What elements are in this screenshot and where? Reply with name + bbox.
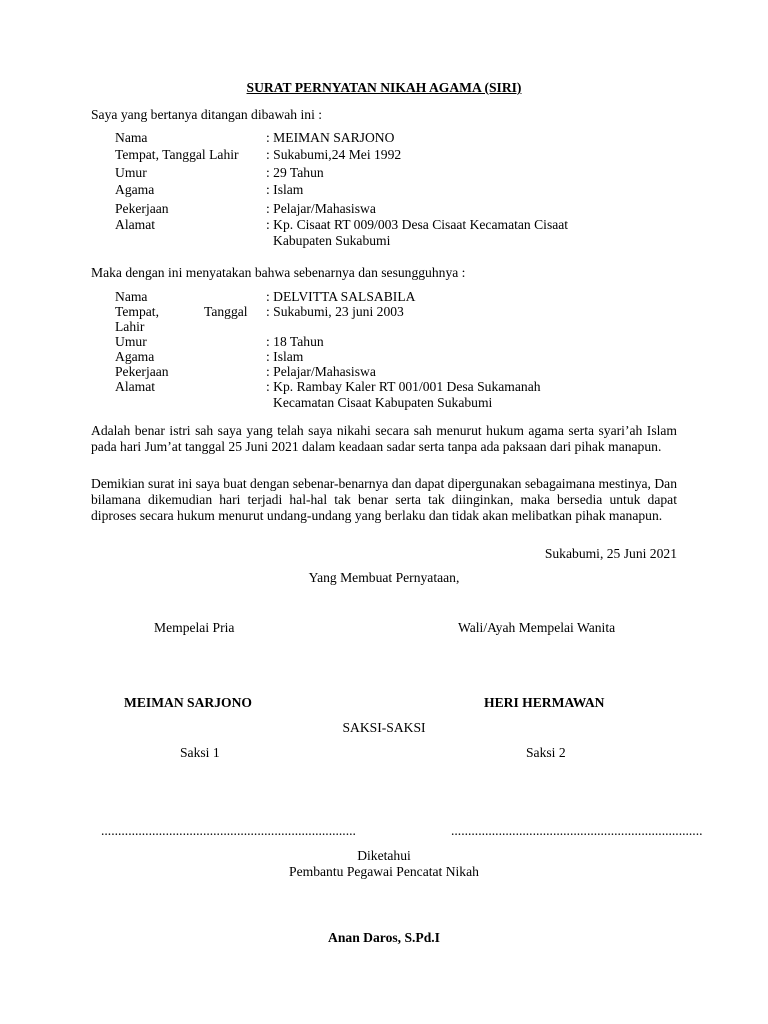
intro-text: Saya yang bertanya ditangan dibawah ini : xyxy=(91,107,323,122)
bride-label-lahir: Lahir xyxy=(115,319,145,334)
bride-label-tanggal: Tanggal xyxy=(204,304,248,319)
bride-value-pekerjaan: : Pelajar/Mahasiswa xyxy=(266,364,376,379)
bride-label-alamat: Alamat xyxy=(115,379,156,394)
groom-label-alamat: Alamat xyxy=(115,217,156,232)
witness-2-label: Saksi 2 xyxy=(526,745,566,760)
guardian-signature-name: HERI HERMAWAN xyxy=(484,695,605,710)
groom-value-alamat-line-1: : Kp. Cisaat RT 009/003 Desa Cisaat Kecamatan Cisaat xyxy=(266,217,569,232)
bride-label-nama: Nama xyxy=(115,289,148,304)
bride-label-pekerjaan: Pekerjaan xyxy=(115,364,169,379)
bride-label-umur: Umur xyxy=(115,334,147,349)
bride-value-ttl: : Sukabumi, 23 juni 2003 xyxy=(266,304,404,319)
bride-value-umur: : 18 Tahun xyxy=(266,334,324,349)
groom-label-umur: Umur xyxy=(115,165,147,180)
bride-label-tempat: Tempat, xyxy=(115,304,159,319)
paragraph-marriage-statement: Adalah benar istri sah saya yang telah saya nikahi secara sah menurut hukum agama serta syari’ah Islam pada hari Jum’at tanggal 25 Juni 2021 dalam keadaan sadar serta tanpa ada paksaan dari pihak manapun. xyxy=(91,423,677,454)
groom-label-ttl: Tempat, Tanggal Lahir xyxy=(115,147,239,162)
groom-value-pekerjaan: : Pelajar/Mahasiswa xyxy=(266,201,376,216)
groom-value-nama: : MEIMAN SARJONO xyxy=(266,130,395,145)
guardian-role: Wali/Ayah Mempelai Wanita xyxy=(458,620,616,635)
groom-value-umur: : 29 Tahun xyxy=(266,165,324,180)
place-date: Sukabumi, 25 Juni 2021 xyxy=(544,546,677,561)
bride-value-agama: : Islam xyxy=(266,349,304,364)
acknowledged-label: Diketahui xyxy=(357,848,411,863)
bride-value-alamat-line-1: : Kp. Rambay Kaler RT 001/001 Desa Sukamanah xyxy=(266,379,541,394)
statement-intro: Maka dengan ini menyatakan bahwa sebenarnya dan sesungguhnya : xyxy=(91,265,466,280)
official-signature-name: Anan Daros, S.Pd.I xyxy=(328,930,440,945)
signature-heading: Yang Membuat Pernyataan, xyxy=(308,570,460,585)
bride-value-nama: : DELVITTA SALSABILA xyxy=(266,289,416,304)
groom-value-ttl: : Sukabumi,24 Mei 1992 xyxy=(266,147,402,162)
groom-value-alamat-line-2: Kabupaten Sukabumi xyxy=(273,233,391,248)
groom-label-pekerjaan: Pekerjaan xyxy=(115,201,169,216)
groom-role: Mempelai Pria xyxy=(154,620,235,635)
witness-1-label: Saksi 1 xyxy=(180,745,220,760)
paragraph-declaration: Demikian surat ini saya buat dengan sebenar-benarnya dan dapat dipergunakan sebagaimana mestinya, Dan bilamana dikemudian hari terjadi hal-hal tak benar serta tak diinginkan, maka bersedia untuk dapat diproses secara hukum menurut undang-undang yang berlaku dan tidak akan melibatkan pihak manapun. xyxy=(91,476,677,523)
groom-label-agama: Agama xyxy=(115,182,155,197)
bride-label-agama: Agama xyxy=(115,349,155,364)
document-title: SURAT PERNYATAN NIKAH AGAMA (SIRI) xyxy=(246,80,522,95)
bride-value-alamat-line-2: Kecamatan Cisaat Kabupaten Sukabumi xyxy=(273,395,493,410)
official-role: Pembantu Pegawai Pencatat Nikah xyxy=(289,864,479,879)
witness-1-signature-line: ........................................................................... xyxy=(101,823,356,838)
groom-value-agama: : Islam xyxy=(266,182,304,197)
groom-signature-name: MEIMAN SARJONO xyxy=(124,695,253,710)
witness-2-signature-line: .......................................................................... xyxy=(451,823,703,838)
groom-label-nama: Nama xyxy=(115,130,148,145)
witnesses-heading: SAKSI-SAKSI xyxy=(342,720,426,735)
